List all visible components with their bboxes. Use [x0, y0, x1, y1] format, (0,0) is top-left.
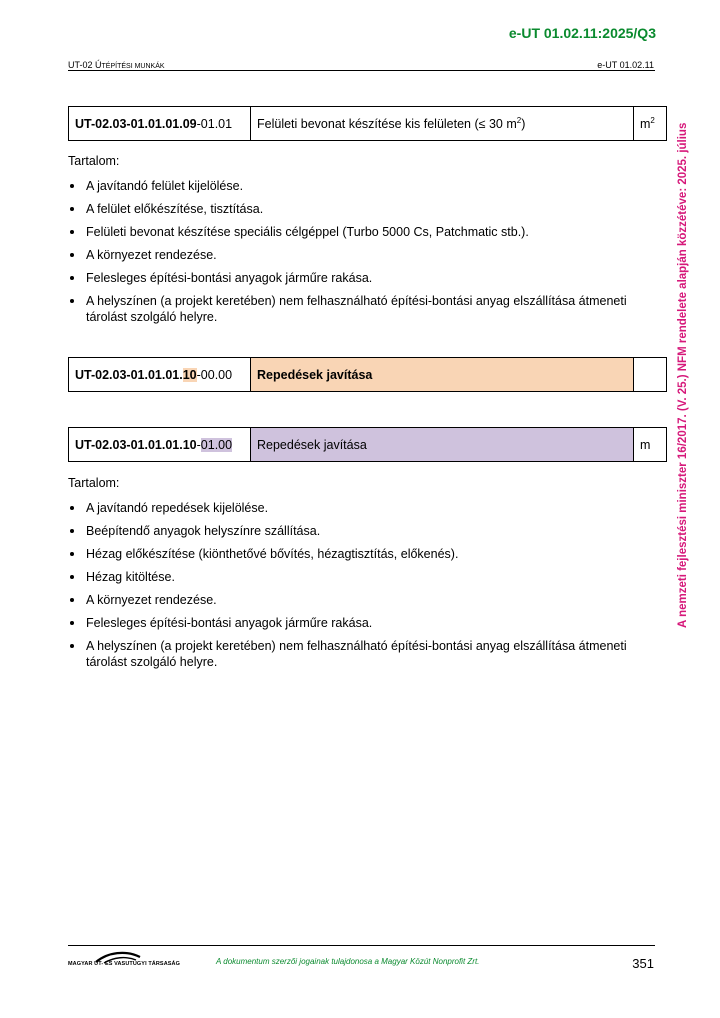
content-bullet-item: A környezet rendezése. — [68, 592, 628, 608]
item-table-09-01-01 — [68, 106, 667, 141]
content-bullet-item: A környezet rendezése. — [68, 247, 628, 263]
code-highlight: 01.00 — [200, 437, 233, 452]
content-bullet-item: Felesleges építési-bontási anyagok járműre rakása. — [68, 270, 628, 286]
society-logo-icon — [68, 948, 188, 972]
society-logo-text: MAGYAR UT- ES VASUTUGYI TÁRSASÁG — [68, 961, 180, 967]
content-bullet-item: A javítandó felület kijelölése. — [68, 178, 628, 194]
content-bullet-item: Felületi bevonat készítése speciális célgéppel (Turbo 5000 Cs, Patchmatic stb.). — [68, 224, 628, 240]
content-bullet-item: A helyszínen (a projekt keretében) nem felhasználható építési-bontási anyag elszállítása átmeneti tárolást szolgáló helyre. — [68, 293, 628, 325]
item-unit: m — [634, 428, 667, 462]
content-bullet-item: A javítandó repedések kijelölése. — [68, 500, 628, 516]
content-bullet-list — [68, 500, 628, 677]
copyright-notice: A dokumentum szerzői jogainak tulajdonosa a Magyar Közút Nonprofit Zrt. — [216, 957, 480, 966]
item-table-10-00-00 — [68, 357, 667, 392]
content-label: Tartalom: — [68, 476, 120, 490]
item-unit: $m^2$ — [634, 107, 667, 141]
header-document-id: e-UT 01.02.11 — [597, 60, 654, 70]
item-unit — [634, 358, 667, 392]
publication-note: A nemzeti fejlesztési miniszter 16/2017. (V. 25.) NFM rendelete alapján közzétéve: 2025. július — [677, 122, 689, 628]
content-bullet-item: Hézag kitöltése. — [68, 569, 628, 585]
item-table-10-01-00 — [68, 427, 667, 462]
content-bullet-item: Beépítendő anyagok helyszínre szállítása. — [68, 523, 628, 539]
content-bullet-item: Hézag előkészítése (kiönthetővé bővítés, hézagtisztítás, előkenés). — [68, 546, 628, 562]
content-bullet-item: A felület előkészítése, tisztítása. — [68, 201, 628, 217]
item-description: Felületi bevonat készítése kis felületen (≤ 30 $m^2$) — [251, 107, 634, 141]
item-code: UT-02.03-01.01.01.10-01.00 — [69, 428, 251, 462]
page-number: 351 — [632, 956, 654, 971]
header-section-title: UT-02 ÚTÉPÍTÉSI MUNKÁK — [68, 60, 165, 70]
item-code: UT-02.03-01.01.01.10-00.00 — [69, 358, 251, 392]
code-highlight: 10 — [182, 367, 197, 382]
item-code: UT-02.03-01.01.01.09-01.01 — [69, 107, 251, 141]
content-bullet-item: A helyszínen (a projekt keretében) nem felhasználható építési-bontási anyag elszállítása átmeneti tárolást szolgáló helyre. — [68, 638, 628, 670]
content-label: Tartalom: — [68, 154, 120, 168]
content-bullet-item: Felesleges építési-bontási anyagok járműre rakása. — [68, 615, 628, 631]
item-description: Repedések javítása — [251, 428, 634, 462]
header-divider — [68, 70, 655, 71]
content-bullet-list — [68, 178, 628, 332]
footer-divider — [68, 945, 655, 946]
document-code: e-UT 01.02.11:2025/Q3 — [508, 25, 656, 41]
item-description: Repedések javítása — [251, 358, 634, 392]
